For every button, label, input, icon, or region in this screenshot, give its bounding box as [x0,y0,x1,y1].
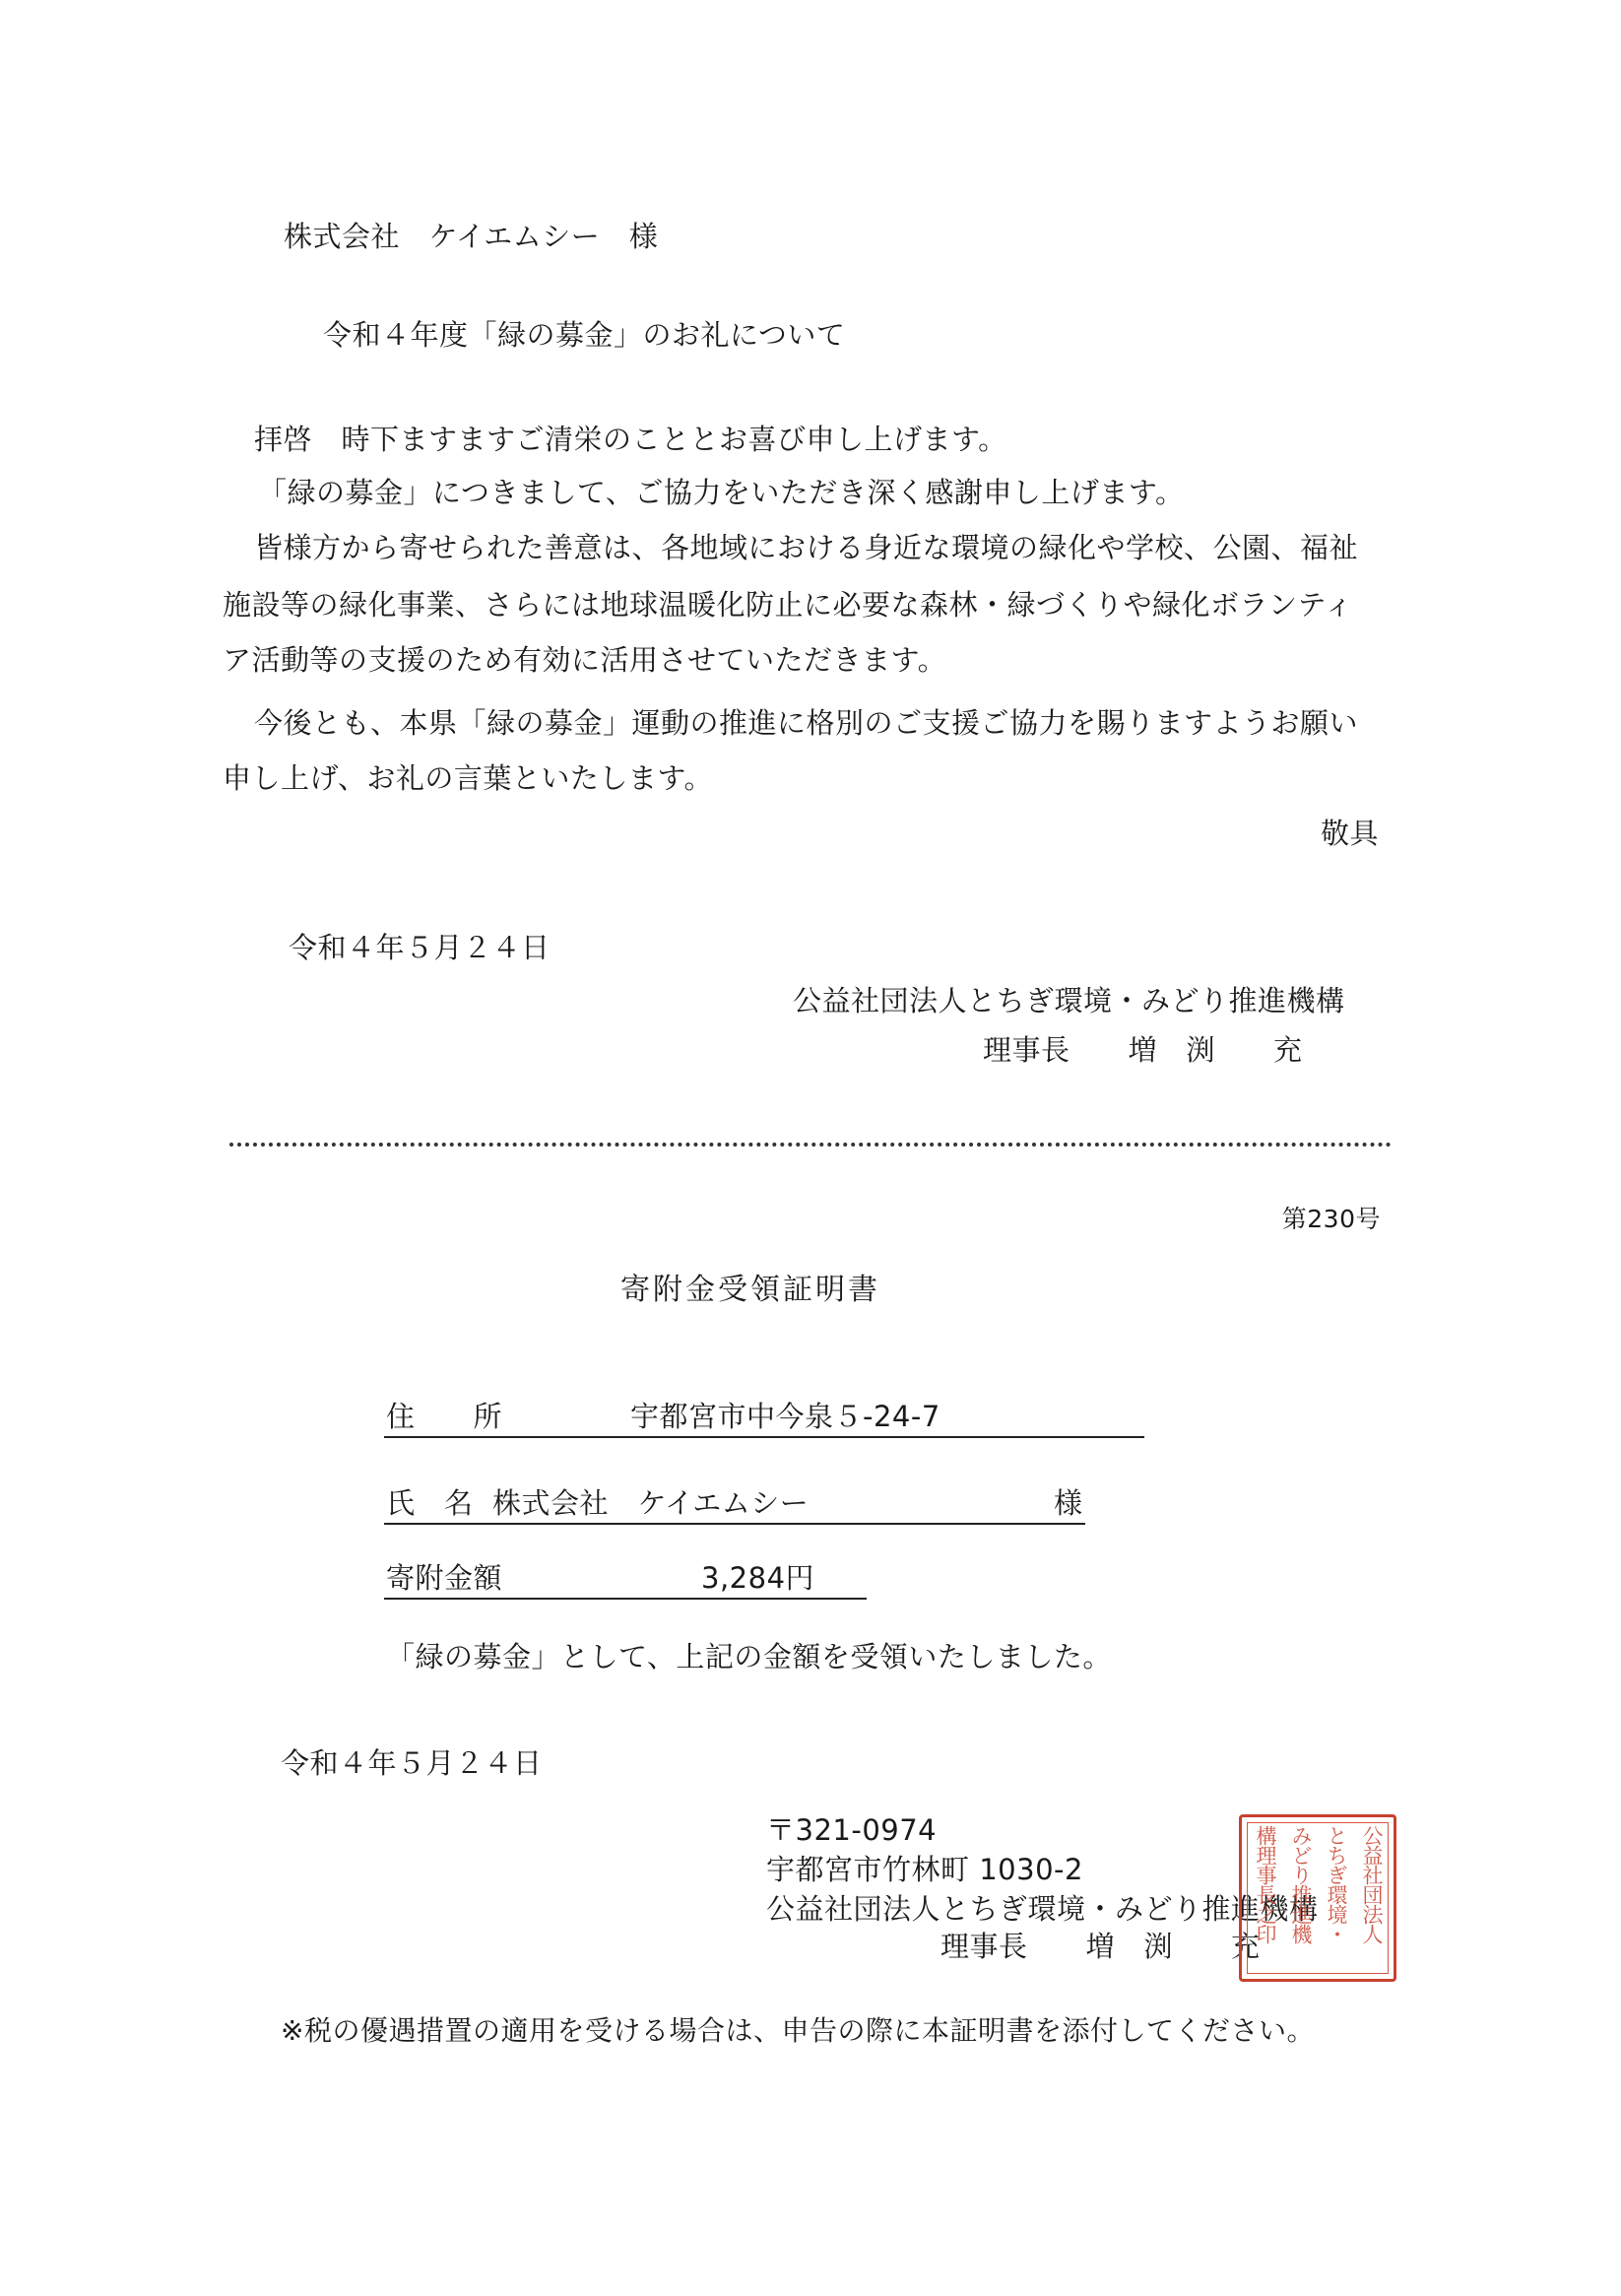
address-value: 宇都宮市中今泉５-24-7 [630,1400,940,1433]
letter-addressee: 株式会社 ケイエムシー 様 [284,220,659,253]
letter-body-line: 皆様方から寄せられた善意は、各地域における身近な環境の緑化や学校、公園、福祉 [254,531,1359,564]
letter-sender-title: 理事長 増 渕 充 [983,1033,1303,1067]
certificate-statement: 「緑の募金」として、上記の金額を受領いたしました。 [386,1640,1112,1673]
letter-body-line: 「緑の募金」につきまして、ご協力をいただき深く感謝申し上げます。 [258,476,1185,509]
dotted-separator [229,1143,1392,1147]
issuer-org: 公益社団法人とちぎ環境・みどり推進機構 [766,1892,1319,1926]
letter-body-line: 施設等の緑化事業、さらには地球温暖化防止に必要な森林・緑づくりや緑化ボランティ [223,588,1354,622]
address-label: 住 所 [386,1400,503,1433]
letter-date: 令和４年５月２４日 [289,931,551,964]
certificate-number: 第230号 [1281,1205,1381,1233]
address-underline [384,1436,1144,1438]
letter-body-line: 今後とも、本県「緑の募金」運動の推進に格別のご支援ご協力を賜りますようお願い [254,706,1359,740]
official-seal-stamp [1239,1814,1396,1982]
amount-label: 寄附金額 [386,1561,503,1595]
seal-text-column: 構理事長之印 [1254,1825,1277,1943]
name-value: 株式会社 ケイエムシー [492,1486,810,1520]
letter-body-line: 申し上げ、お礼の言葉といたします。 [223,761,714,795]
certificate-title: 寄附金受領証明書 [620,1273,880,1307]
issuer-postal: 〒321-0974 [766,1813,938,1847]
letter-subject: 令和４年度「緑の募金」のお礼について [323,318,846,352]
letter-body-line: ア活動等の支援のため有効に活用させていただきます。 [223,643,947,677]
letter-sender-org: 公益社団法人とちぎ環境・みどり推進機構 [793,984,1345,1017]
letter-body-line: 拝啓 時下ますますご清栄のこととお喜び申し上げます。 [254,423,1007,456]
name-suffix: 様 [1054,1486,1083,1520]
amount-underline [384,1598,867,1600]
tax-footnote: ※税の優遇措置の適用を受ける場合は、申告の際に本証明書を添付してください。 [281,2014,1315,2047]
amount-value: 3,284円 [701,1561,815,1595]
seal-text-column: みどり推進機 [1289,1825,1313,1943]
seal-text-column: とちぎ環境・ [1325,1825,1348,1943]
issuer-rep: 理事長 増 渕 充 [940,1930,1261,1963]
letter-closing: 敬具 [1320,817,1379,850]
name-underline [384,1523,1085,1525]
issuer-address: 宇都宮市竹林町 1030-2 [766,1853,1083,1886]
certificate-date: 令和４年５月２４日 [281,1746,543,1780]
name-label: 氏 名 [386,1486,474,1520]
seal-text-column: 公益社団法人 [1360,1825,1384,1943]
